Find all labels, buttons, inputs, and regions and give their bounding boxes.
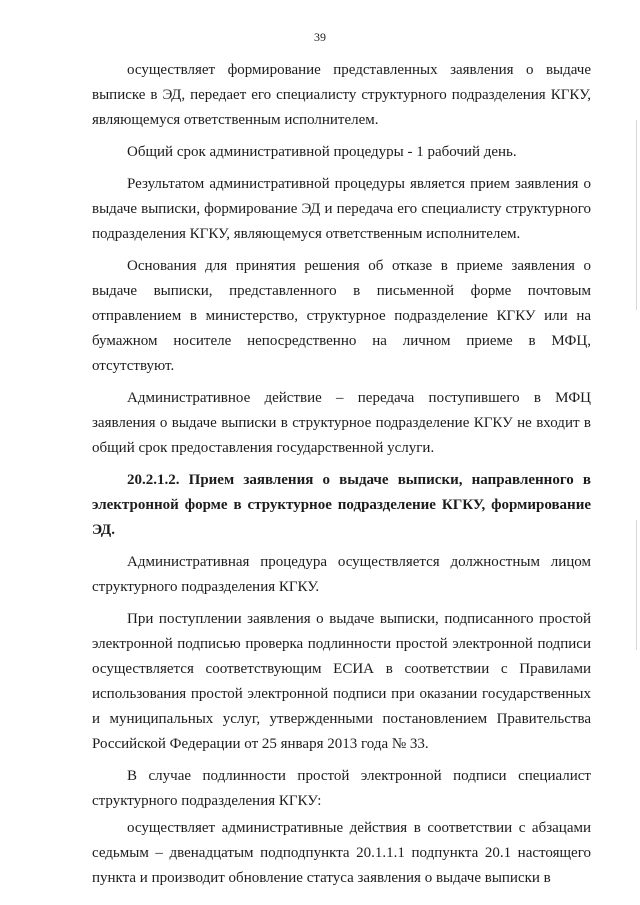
document-body [92,58,591,898]
paragraph-continuation: осуществляет формирование представленных заявления о выдаче выписке в ЭД, передает его специалисту структурного подразделения КГКУ, являющемуся ответственным исполнителем. [92,62,591,128]
scan-edge-mark [636,120,637,310]
paragraph-administrative-action: Административное действие – передача поступившего в МФЦ заявления о выдаче выписки в структурное подразделение КГКУ не входит в общий срок предоставления государственной услуги. [92,390,591,456]
section-heading-20-2-1-2: 20.2.1.2. Прием заявления о выдаче выписки, направленного в электронной форме в структурное подразделение КГКУ, формирование ЭД. [92,472,591,538]
paragraph-procedure-result: Результатом административной процедуры является прием заявления о выдаче выписки, формирование ЭД и передача его специалисту структурного подразделения КГКУ, являющемуся ответственным исполнителем. [92,176,591,242]
scan-edge-mark [636,520,637,650]
paragraph-refusal-grounds: Основания для принятия решения об отказе в приеме заявления о выдаче выписки, представленного в письменной форме почтовым отправлением в министерство, структурное подразделение КГКУ или на бумажном носителе непосредственно на личном приеме в МФЦ, отсутствуют. [92,258,591,374]
paragraph-signature-verification: При поступлении заявления о выдаче выписки, подписанного простой электронной подписью проверка подлинности простой электронной подписи осуществляется соответствующим ЕСИА в соответствии с Правилами использования простой электронной подписи при оказании государственных и муниципальных услуг, утвержденными постановлением Правительства Российской Федерации от 25 января 2013 года № 33. [92,611,591,752]
paragraph-specialist-actions: осуществляет административные действия в соответствии с абзацами седьмым – двенадцатым подподпункта 20.1.1.1 подпункта 20.1 настоящего пункта и производит обновление статуса заявления о выдаче выписки в [92,820,591,886]
page-number: 39 [314,30,326,44]
paragraph-signature-valid: В случае подлинности простой электронной подписи специалист структурного подразделения КГКУ: [92,768,591,809]
paragraph-procedure-duration: Общий срок административной процедуры - 1 рабочий день. [127,144,517,160]
paragraph-procedure-performer: Административная процедура осуществляется должностным лицом структурного подразделения КГКУ. [92,554,591,595]
